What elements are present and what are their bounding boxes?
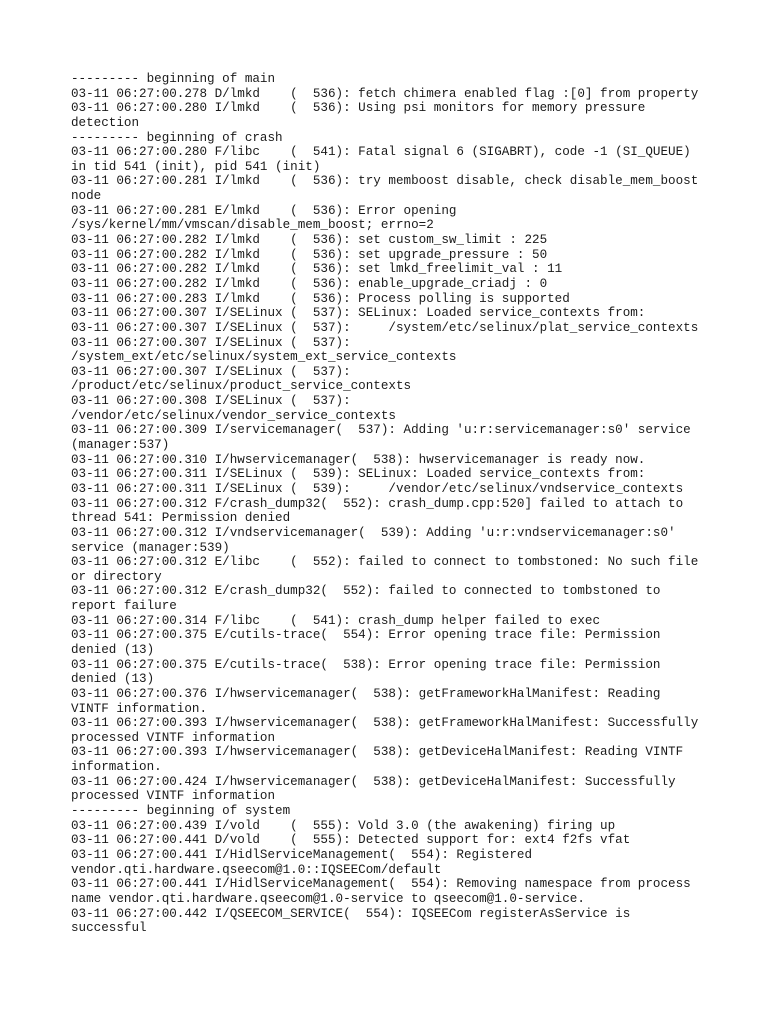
log-line: 03-11 06:27:00.393 I/hwservicemanager( 538): getFrameworkHalManifest: Successfully: [71, 716, 699, 731]
log-line: /system_ext/etc/selinux/system_ext_service_contexts: [71, 350, 457, 365]
log-line: /sys/kernel/mm/vmscan/disable_mem_boost; errno=2: [71, 218, 434, 233]
log-line: 03-11 06:27:00.280 I/lmkd ( 536): Using psi monitors for memory pressure: [71, 101, 646, 116]
log-line: in tid 541 (init), pid 541 (init): [71, 159, 321, 174]
log-line: 03-11 06:27:00.375 E/cutils-trace( 538): Error opening trace file: Permission: [71, 657, 661, 672]
log-line: 03-11 06:27:00.307 I/SELinux ( 537): /system/etc/selinux/plat_service_contexts: [71, 320, 699, 335]
log-line: 03-11 06:27:00.281 I/lmkd ( 536): try memboost disable, check disable_mem_boost: [71, 174, 699, 189]
log-line: 03-11 06:27:00.282 I/lmkd ( 536): set upgrade_pressure : 50: [71, 247, 548, 262]
log-line: 03-11 06:27:00.282 I/lmkd ( 536): enable_upgrade_criadj : 0: [71, 276, 548, 291]
log-line: service (manager:539): [71, 540, 230, 555]
log-line: 03-11 06:27:00.307 I/SELinux ( 537):: [71, 335, 351, 350]
log-line: or directory: [71, 569, 162, 584]
log-line: (manager:537): [71, 438, 170, 453]
log-line: name vendor.qti.hardware.qseecom@1.0-service to qseecom@1.0-service.: [71, 891, 585, 906]
log-line: 03-11 06:27:00.308 I/SELinux ( 537):: [71, 394, 351, 409]
log-line: 03-11 06:27:00.307 I/SELinux ( 537): SELinux: Loaded service_contexts from:: [71, 306, 646, 321]
log-line: 03-11 06:27:00.281 E/lmkd ( 536): Error opening: [71, 203, 457, 218]
log-line: node: [71, 189, 102, 204]
log-line: denied (13): [71, 642, 155, 657]
log-line: 03-11 06:27:00.312 E/crash_dump32( 552): failed to connected to tombstoned to: [71, 584, 661, 599]
log-line: 03-11 06:27:00.310 I/hwservicemanager( 538): hwservicemanager is ready now.: [71, 452, 646, 467]
log-line: processed VINTF information: [71, 730, 276, 745]
log-line: denied (13): [71, 672, 155, 687]
log-line: --------- beginning of system: [71, 804, 291, 819]
log-line: 03-11 06:27:00.439 I/vold ( 555): Vold 3.0 (the awakening) firing up: [71, 818, 616, 833]
log-line: 03-11 06:27:00.282 I/lmkd ( 536): set lmkd_freelimit_val : 11: [71, 262, 563, 277]
log-line: 03-11 06:27:00.311 I/SELinux ( 539): SELinux: Loaded service_contexts from:: [71, 467, 646, 482]
log-line: 03-11 06:27:00.312 F/crash_dump32( 552): crash_dump.cpp:520] failed to attach to: [71, 496, 684, 511]
log-line: 03-11 06:27:00.312 E/libc ( 552): failed to connect to tombstoned: No such file: [71, 555, 699, 570]
log-line: 03-11 06:27:00.442 I/QSEECOM_SERVICE( 554): IQSEECom registerAsService is: [71, 906, 631, 921]
log-line: detection: [71, 115, 140, 130]
log-line: --------- beginning of main: [71, 72, 276, 86]
log-line: 03-11 06:27:00.314 F/libc ( 541): crash_dump helper failed to exec: [71, 613, 601, 628]
log-line: /vendor/etc/selinux/vendor_service_contexts: [71, 408, 396, 423]
log-line: 03-11 06:27:00.307 I/SELinux ( 537):: [71, 364, 351, 379]
log-document: [71, 72, 711, 936]
log-line: VINTF information.: [71, 701, 208, 716]
log-line: 03-11 06:27:00.309 I/servicemanager( 537): Adding 'u:r:servicemanager:s0' service: [71, 423, 691, 438]
log-line: 03-11 06:27:00.441 I/HidlServiceManagement( 554): Removing namespace from process: [71, 877, 691, 892]
log-line: 03-11 06:27:00.282 I/lmkd ( 536): set custom_sw_limit : 225: [71, 233, 548, 248]
log-line: 03-11 06:27:00.283 I/lmkd ( 536): Process polling is supported: [71, 291, 570, 306]
log-line: 03-11 06:27:00.393 I/hwservicemanager( 538): getDeviceHalManifest: Reading VINTF: [71, 745, 684, 760]
log-line: --------- beginning of crash: [71, 130, 283, 145]
log-line: 03-11 06:27:00.441 D/vold ( 555): Detected support for: ext4 f2fs vfat: [71, 833, 631, 848]
log-line: vendor.qti.hardware.qseecom@1.0::IQSEECom/default: [71, 862, 442, 877]
log-line: 03-11 06:27:00.441 I/HidlServiceManagement( 554): Registered: [71, 847, 533, 862]
log-line: report failure: [71, 599, 177, 614]
log-line: /product/etc/selinux/product_service_contexts: [71, 379, 412, 394]
log-line: 03-11 06:27:00.280 F/libc ( 541): Fatal signal 6 (SIGABRT), code -1 (SI_QUEUE): [71, 145, 691, 160]
log-line: processed VINTF information: [71, 789, 276, 804]
log-line: 03-11 06:27:00.424 I/hwservicemanager( 538): getDeviceHalManifest: Successfully: [71, 774, 676, 789]
log-line: successful: [71, 921, 147, 936]
log-line: information.: [71, 760, 162, 775]
log-line: 03-11 06:27:00.311 I/SELinux ( 539): /vendor/etc/selinux/vndservice_contexts: [71, 481, 684, 496]
log-line: 03-11 06:27:00.376 I/hwservicemanager( 538): getFrameworkHalManifest: Reading: [71, 686, 661, 701]
log-line: 03-11 06:27:00.278 D/lmkd ( 536): fetch chimera enabled flag :[0] from property: [71, 86, 699, 101]
log-line: thread 541: Permission denied: [71, 511, 291, 526]
log-line: 03-11 06:27:00.375 E/cutils-trace( 554): Error opening trace file: Permission: [71, 628, 661, 643]
log-line: 03-11 06:27:00.312 I/vndservicemanager( 539): Adding 'u:r:vndservicemanager:s0': [71, 525, 676, 540]
